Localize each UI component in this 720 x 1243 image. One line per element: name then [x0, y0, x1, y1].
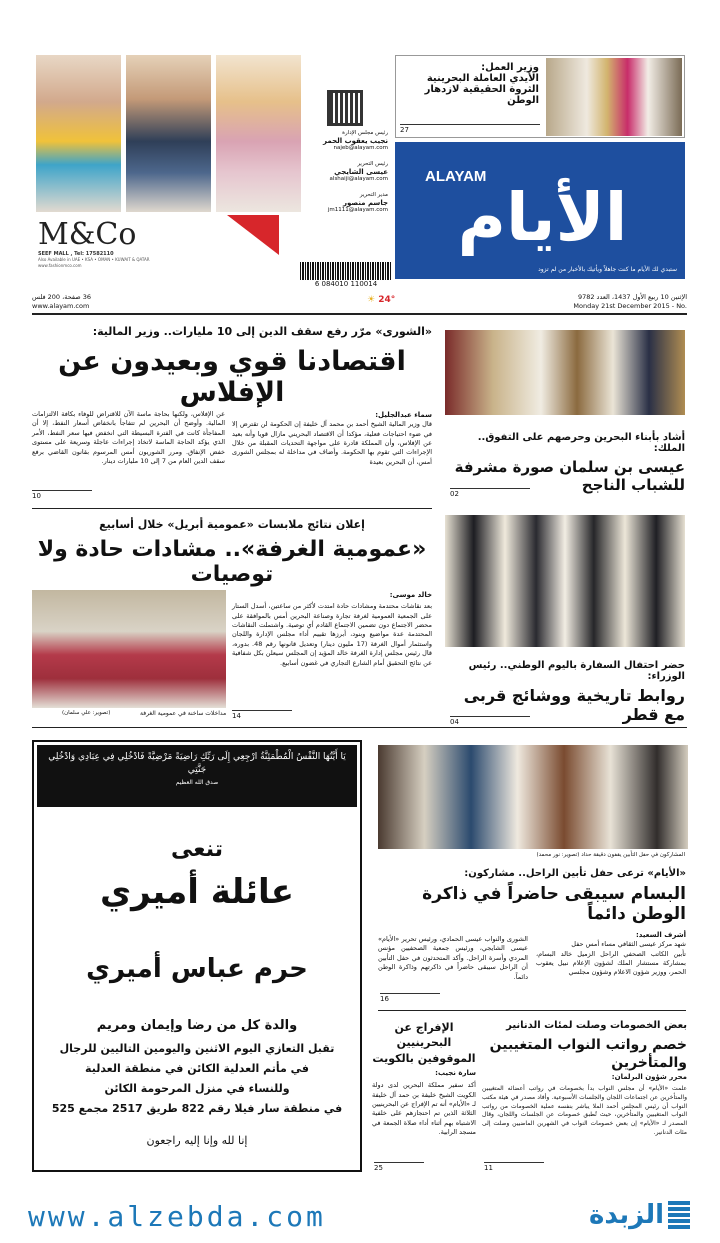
story-release-body: [372, 1068, 476, 1138]
story-qatar-headline: روابط تاريخية ووشائج قربى مع قطر: [463, 686, 685, 724]
date-bar: [32, 293, 687, 315]
king-photo: [445, 330, 685, 415]
story-bassam-text-left: الشورى والنواب عيسى الحمادي، ورئيس تحرير «الأيام» عيسى الشايجي، ورئيس جمعية الصحفيين مؤنس المردي وأسرة الراحل. وأكد المتحدثون في حفل التأبين أن الراحل سيبقى حاضراً في ذاكرتهم وذاكرة الوطن دائماً.: [378, 935, 528, 981]
story-bassam-col-left: [378, 935, 528, 982]
obituary-mourns: تنعى: [171, 837, 223, 862]
obituary-deceased: حرم عباس أميري: [86, 954, 308, 984]
story-release-text: أكد سفير مملكة البحرين لدى دولة الكويت الشيخ خليفة بن حمد آل خليفة لـ «الأيام» أنه تم الإفراج عن البحرينيين الثلاثة الذين تم احتجازهم على خلفية الاشتباه بهم أثناء أداء صلاة الجمعة في مسجد الرابية.: [371, 1081, 476, 1137]
story-mps-body: [482, 1072, 687, 1137]
masthead-latin: ALAYAM: [425, 168, 487, 185]
qatar-photo: [445, 515, 685, 647]
obituary-box[interactable]: [32, 740, 362, 1172]
story-qatar[interactable]: [445, 660, 685, 724]
story-king-kicker: أشاد بأبناء البحرين وحرصهم على التفوق.. الملك:: [477, 432, 685, 454]
story-main-headline: اقتصادنا قوي وبعيدون عن الإفلاس: [58, 346, 406, 408]
story-main-kicker: «الشورى» مرّر رفع سقف الدين إلى 10 مليارات.. وزير المالية:: [92, 325, 432, 338]
story-mps-headline: خصم رواتب النواب المتغيبين والمتأخرين: [489, 1037, 687, 1072]
story-chamber-text: بعد نقاشات محتدمة ومشادات حادة امتدت لأكثر من ساعتين، أسدل الستار على الجمعية العمومية لغرفة تجارة وصناعة البحرين أمس بالموافقة على محضر الاجتماع دون تضمين الاجتماع القادم أي توصية. واشتملت النقاشات المحتدمة عدة مواضيع وبنود، أبرزها تقييم أداء مجلس الإدارة واللجان واستثمار أموال الغرفة (17 مليون دينار) وتعديل قانونها رقم 48. بدوره، قال رئيس مجلس إدارة الغرفة خالد المؤيد إن المجلس سيعلن بكل شفافية عن نتائج التحقيق أمام الشارع التجاري في غضون أسابيع.: [232, 602, 432, 667]
barcode-number: 6 084010 110014: [314, 280, 378, 288]
obituary-family: عائلة أميري: [100, 872, 294, 912]
obituary-line2: في مأتم العدلية الكائن في منطقة العدلية: [85, 1062, 309, 1075]
staff-role-3: مدير التحرير: [359, 191, 388, 198]
story-bassam-kicker: «الأيام» ترعى حفل تأبين الراحل.. مشاركون:: [464, 868, 686, 879]
story-main-text-right: قال وزير المالية الشيخ أحمد بن محمد آل خليفة إن الحكومة لن تقترض إلا في ضوء احتياجات فعلية، مؤكدا أن الاقتصاد البحريني مازال قويا وأنه بعيد عن الإفلاس، وأن المملكة قادرة على مواجهة التحديات المقبلة من خلال الإجراءات التي تقوم بها الحكومة. وأضاف في مداخلة له بمجلس الشورى أمس، أن البحرين بعيدة: [232, 420, 432, 466]
chamber-caption: مداخلات ساخنة في عمومية الغرفة: [140, 710, 227, 717]
weather-temp: 24°: [378, 295, 396, 305]
staff-name-2: عيسى الشايجي: [334, 168, 388, 177]
story-bassam-headline: البسام سيبقى حاضراً في ذاكرة الوطن دائماً: [422, 884, 686, 924]
obituary-closing: إنا لله وإنا إليه راجعون: [146, 1134, 248, 1147]
story-mps-byline: محرر شؤون البرلمان:: [611, 1073, 687, 1081]
weather: [367, 295, 395, 305]
date-ar: الإثنين 10 ربيع الأول 1437، العدد 9782: [577, 293, 687, 301]
story-main-col-left: [32, 410, 225, 467]
obituary-line3: وللنساء في منزل المرحومة الكائن: [104, 1082, 290, 1095]
story-bassam-lead: شهد مركز عيسى الثقافي مساء أمس حفل: [571, 940, 686, 949]
bassam-photo-credit: (تصوير: نور محمد): [536, 852, 580, 858]
barcode: [300, 262, 392, 290]
story-chamber[interactable]: [32, 518, 432, 587]
story-bassam[interactable]: [378, 868, 686, 924]
price: 36 صفحة، 200 فلس: [32, 293, 92, 301]
staff-role-1: رئيس مجلس الإدارة: [342, 130, 388, 136]
bassam-photo: [378, 745, 688, 849]
masthead-logo: الأيام: [457, 179, 628, 256]
story-bassam-text-right: تأبين الكاتب الصحفي الراحل الزميل خالد البسام، بمشاركة مستشار الملك لشؤون الإعلام نبيل يعقوب الحمر، ووزير شؤون الاعلام وشؤون مجلسي: [536, 949, 686, 977]
story-release-byline: سارة نجيب:: [435, 1069, 476, 1077]
story-mps-kicker: بعض الخصومات وصلت لمئات الدنانير: [506, 1020, 687, 1031]
chamber-photo: [32, 590, 226, 708]
teaser-photo: [546, 58, 682, 136]
divider: [378, 1010, 686, 1011]
story-bassam-col-right: [536, 930, 686, 978]
ad-model-photo-3: [216, 55, 301, 212]
story-main-page-ref[interactable]: 10: [32, 490, 92, 500]
ad-model-photo-2: [126, 55, 211, 212]
story-qatar-kicker: حضر احتفال السفارة باليوم الوطني.. رئيس الوزراء:: [468, 660, 685, 682]
obituary-verse-banner: [37, 745, 357, 807]
story-mps-text: علمت «الأيام» أن مجلس النواب بدأ بخصومات في رواتب أعضائه المتغيبين والمتأخرين عن اجتماعات اللجان والجلسات الأسبوعية. وأفاد مصدر في هيئة مكتب النواب أن رئيس المجلس أحمد الملا يباشر بنفسه عملية الخصومات من رواتب النواب المتغيبين والمتأخرين، حيث تُطبق خصومات عن الجلسات واللجان، وقال المصدر لـ «الأيام» إن بعض خصومات النواب في الشهرين الماضيين وصلت إلى مئات الدنانير.: [482, 1085, 687, 1136]
ad-subtext: Also Available in UAE • KSA • OMAN • KUWAIT & QATAR: [38, 257, 150, 262]
ad-site[interactable]: www.fashionmco.com: [38, 263, 82, 268]
story-chamber-byline: خالد موسى:: [389, 591, 432, 599]
story-chamber-headline: «عمومية الغرفة».. مشادات حادة ولا توصيات: [37, 537, 427, 587]
footer-site[interactable]: www.alzebda.com: [28, 1200, 326, 1233]
qr-code: [327, 90, 363, 126]
story-king-headline: عيسى بن سلمان صورة مشرفة للشباب الناجح: [454, 458, 685, 494]
story-bassam-byline: أشرف السعيد:: [635, 931, 686, 939]
teaser-line2: الثروة الحقيقية لازدهار الوطن: [424, 84, 539, 106]
story-qatar-page-ref[interactable]: 04: [450, 716, 530, 726]
story-chamber-kicker: إعلان نتائج ملابسات «عمومية أبريل» خلال أسابيع: [99, 518, 365, 531]
masthead-slogan: ستبدي لك الأيام ما كنت جاهلاً ويأتيك بالأخبار من لم تزود: [538, 266, 677, 273]
story-chamber-page-ref[interactable]: 14: [232, 710, 292, 720]
footer: [0, 1188, 720, 1243]
story-king[interactable]: [445, 432, 685, 494]
teaser-kicker: وزير العمل:: [481, 62, 539, 73]
staff-box: [300, 90, 392, 260]
story-mps[interactable]: [482, 1020, 687, 1072]
footer-logo-text: الزبدة: [589, 1200, 664, 1230]
obituary-line4: في منطقة سار فيلا رقم 822 طريق 2517 مجمع 525: [51, 1102, 343, 1115]
red-corner-decoration: [175, 215, 279, 255]
staff-name-1: نجيب يعقوب الحمر: [323, 137, 388, 146]
story-main-byline: سماء عبدالجليل:: [375, 411, 432, 419]
story-release-headline: الإفراج عن البحرينيين الموقوفين بالكويت: [372, 1021, 476, 1065]
ad-location: SEEF MALL , Tel: 17582110: [38, 251, 114, 257]
staff-role-2: رئيس التحرير: [357, 160, 388, 167]
chamber-photo-credit: (تصوير: علي سلمان): [62, 710, 111, 716]
obituary-verse: يَا أَيَّتُهَا النَّفْسُ الْمُطْمَئِنَّةُ ارْجِعِي إِلَى رَبِّكِ رَاضِيَةً مَرْضِيَّةً فَادْخُلِي فِي عِبَادِي وَادْخُلِي جَنَّتِي: [48, 752, 346, 776]
story-king-page-ref[interactable]: 02: [450, 488, 530, 498]
staff-email-2[interactable]: alshaiji@alayam.com: [329, 176, 388, 183]
obituary-line1: تقبل التعازي اليوم الاثنين واليومين التاليين للرجال: [59, 1042, 335, 1055]
footer-logo[interactable]: [589, 1196, 690, 1234]
teaser-page-ref[interactable]: 27: [400, 124, 540, 134]
obituary-verse-source: صدق الله العظيم: [175, 779, 219, 787]
story-main-text-left: عن الإفلاس، ولكنها بحاجة ماسة الآن للاقتراض للوفاء بكافة الالتزامات المالية. وأوضح أن البحرين لم تتفاجأ بانخفاض أسعار النفط، إلا أن المفاجأة كانت في الفترة البسيطة التي انخفض فيها سعر النفط، الأمر الذي يؤكد الحاجة الماسة لاتخاذ إجراءات عاجلة وسريعة على مستوى خفض الإنفاق. ومرر الشوريون أمس المرسوم بقانون القاضي برفع سقف الدين العام من 7 إلى 10 مليارات دينار.: [32, 410, 225, 466]
story-release-page-ref[interactable]: 25: [374, 1162, 424, 1172]
sun-icon: ☀: [367, 295, 376, 305]
date-en: Monday 21st December 2015 - No.: [573, 302, 687, 310]
story-main-col-right: [232, 410, 432, 467]
divider: [32, 727, 687, 728]
obituary-mother-of: والدة كل من رضا وإيمان ومريم: [96, 1018, 298, 1033]
bassam-caption-text: المشاركون في حفل التأبين يقفون دقيقة حداد: [581, 852, 685, 858]
divider: [32, 508, 432, 509]
story-release[interactable]: [372, 1020, 476, 1066]
footer-logo-icon: [668, 1201, 690, 1229]
staff-email-1[interactable]: najeb@alayam.com: [333, 145, 388, 152]
bassam-photo-caption: [380, 852, 685, 859]
website[interactable]: www.alayam.com: [32, 302, 90, 310]
teaser-line1: الأيدي العاملة البحرينية: [426, 73, 539, 84]
story-chamber-body: [232, 590, 432, 668]
ad-brand[interactable]: M&Co: [38, 217, 137, 252]
story-bassam-page-ref[interactable]: 16: [380, 993, 440, 1003]
masthead[interactable]: [395, 142, 685, 279]
story-mps-page-ref[interactable]: 11: [484, 1162, 544, 1172]
teaser-box[interactable]: [395, 55, 685, 138]
ad-model-photo-1: [36, 55, 121, 212]
staff-name-3: جاسم منصور: [343, 199, 388, 208]
staff-email-3[interactable]: jm1111@alayam.com: [327, 207, 388, 214]
